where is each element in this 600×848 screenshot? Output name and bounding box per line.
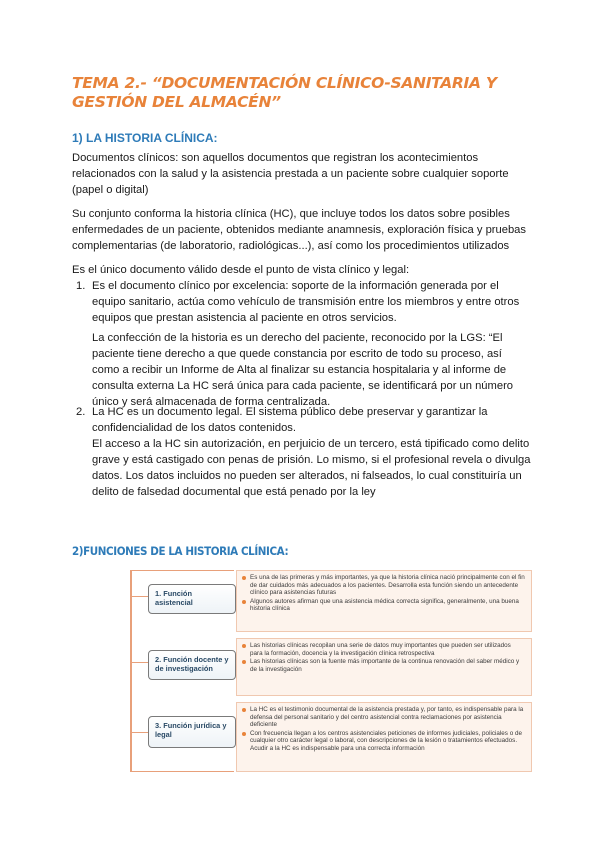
function-bullet: Algunos autores afirman que una asistencia médica correcta significa, generalmente, una buena historia clínica — [241, 598, 525, 613]
list-item-extra: El acceso a la HC sin autorización, en perjuicio de un tercero, está tipificado como delito grave y está castigado con penas de prisión. Lo mismo, si el profesional revela o divulga datos. Los datos incluidos no pueden ser alterados, ni falseados, lo cual constituiría un delito de falsedad documental que está penado por la ley — [92, 438, 531, 498]
paragraph-conjunto-hc: Su conjunto conforma la historia clínica (HC), que incluye todos los datos sobre posibles enfermedades de un paciente, obtenidos mediante anamnesis, exploración física y pruebas complementarias (de laboratorio, radiológicas...), así como los procedimientos utilizados — [72, 208, 527, 252]
list-item-text: La HC es un documento legal. El sistema público debe preservar y garantizar la confidencialidad de los datos contenidos. — [92, 406, 488, 434]
paragraph-unico-documento: Es el único documento válido desde el punto de vista clínico y legal: — [72, 264, 410, 276]
paragraph-documentos-clinicos: Documentos clínicos: son aquellos documentos que registran los acontecimientos relacionados con la salud y la asistencia prestada a un paciente sobre cualquier soporte (papel o digital) — [72, 152, 509, 196]
list-item-number: 2. — [76, 406, 86, 418]
section-heading-historia-clinica: 1) LA HISTORIA CLÍNICA: — [72, 131, 218, 145]
function-bullet: Las historias clínicas son la fuente más importante de la continua renovación del saber médico y de la investigación — [241, 658, 525, 673]
section-heading-funciones: 2)FUNCIONES DE LA HISTORIA CLÍNICA: — [72, 544, 289, 558]
function-bullet: Con frecuencia llegan a los centros asistenciales peticiones de informes judiciales, policiales o de cualquier otro carácter legal o laboral, con descripciones de la lesión o tratamientos efectuados. Acudir a la HC es indispensable para una correcta información — [241, 730, 525, 753]
function-bullet: Es una de las primeras y más importantes, ya que la historia clínica nació principalmente con el fin de dar cuidados más adecuados a los pacientes. Desarrolla esta función siendo un antecedente clínico para asistencias futuras — [241, 574, 525, 597]
functions-table — [126, 566, 534, 776]
list-item-number: 1. — [76, 280, 86, 292]
function-panel-docente — [236, 638, 532, 696]
function-bullet: La HC es el testimonio documental de la asistencia prestada y, por tanto, es indispensable para la defensa del personal sanitario y del centro asistencial contra reclamaciones por asistencia deficiente — [241, 706, 525, 729]
list-item-extra: La confección de la historia es un derecho del paciente, reconocido por la LGS: “El paciente tiene derecho a que quede constancia por escrito de todo su proceso, así como a recibir un Informe de Alta al finalizar su estancia hospitalaria y al informe de consulta externa La HC será única para cada paciente, se identificará por un número único y será almacenada de forma centralizada. — [92, 332, 514, 408]
function-panel-asistencial — [236, 570, 532, 632]
function-panel-juridica — [236, 702, 532, 772]
function-label-juridica: 3. Función jurídica y legal — [148, 716, 236, 748]
function-label-docente: 2. Función docente y de investigación — [148, 650, 236, 680]
function-bullet: Las historias clínicas recopilan una serie de datos muy importantes que pueden ser utilizados para la formación, docencia y la investigación clínica retrospectiva — [241, 642, 525, 657]
page-title: TEMA 2.- “DOCUMENTACIÓN CLÍNICO-SANITARIA Y GESTIÓN DEL ALMACÉN” — [72, 74, 497, 111]
function-label-asistencial: 1. Función asistencial — [148, 584, 236, 614]
list-item-text: Es el documento clínico por excelencia: soporte de la información generada por el equipo sanitario, actúa como vehículo de transmisión entre los miembros y entre otros equipos que prestan asistencia al paciente en otros servicios. — [92, 280, 520, 324]
